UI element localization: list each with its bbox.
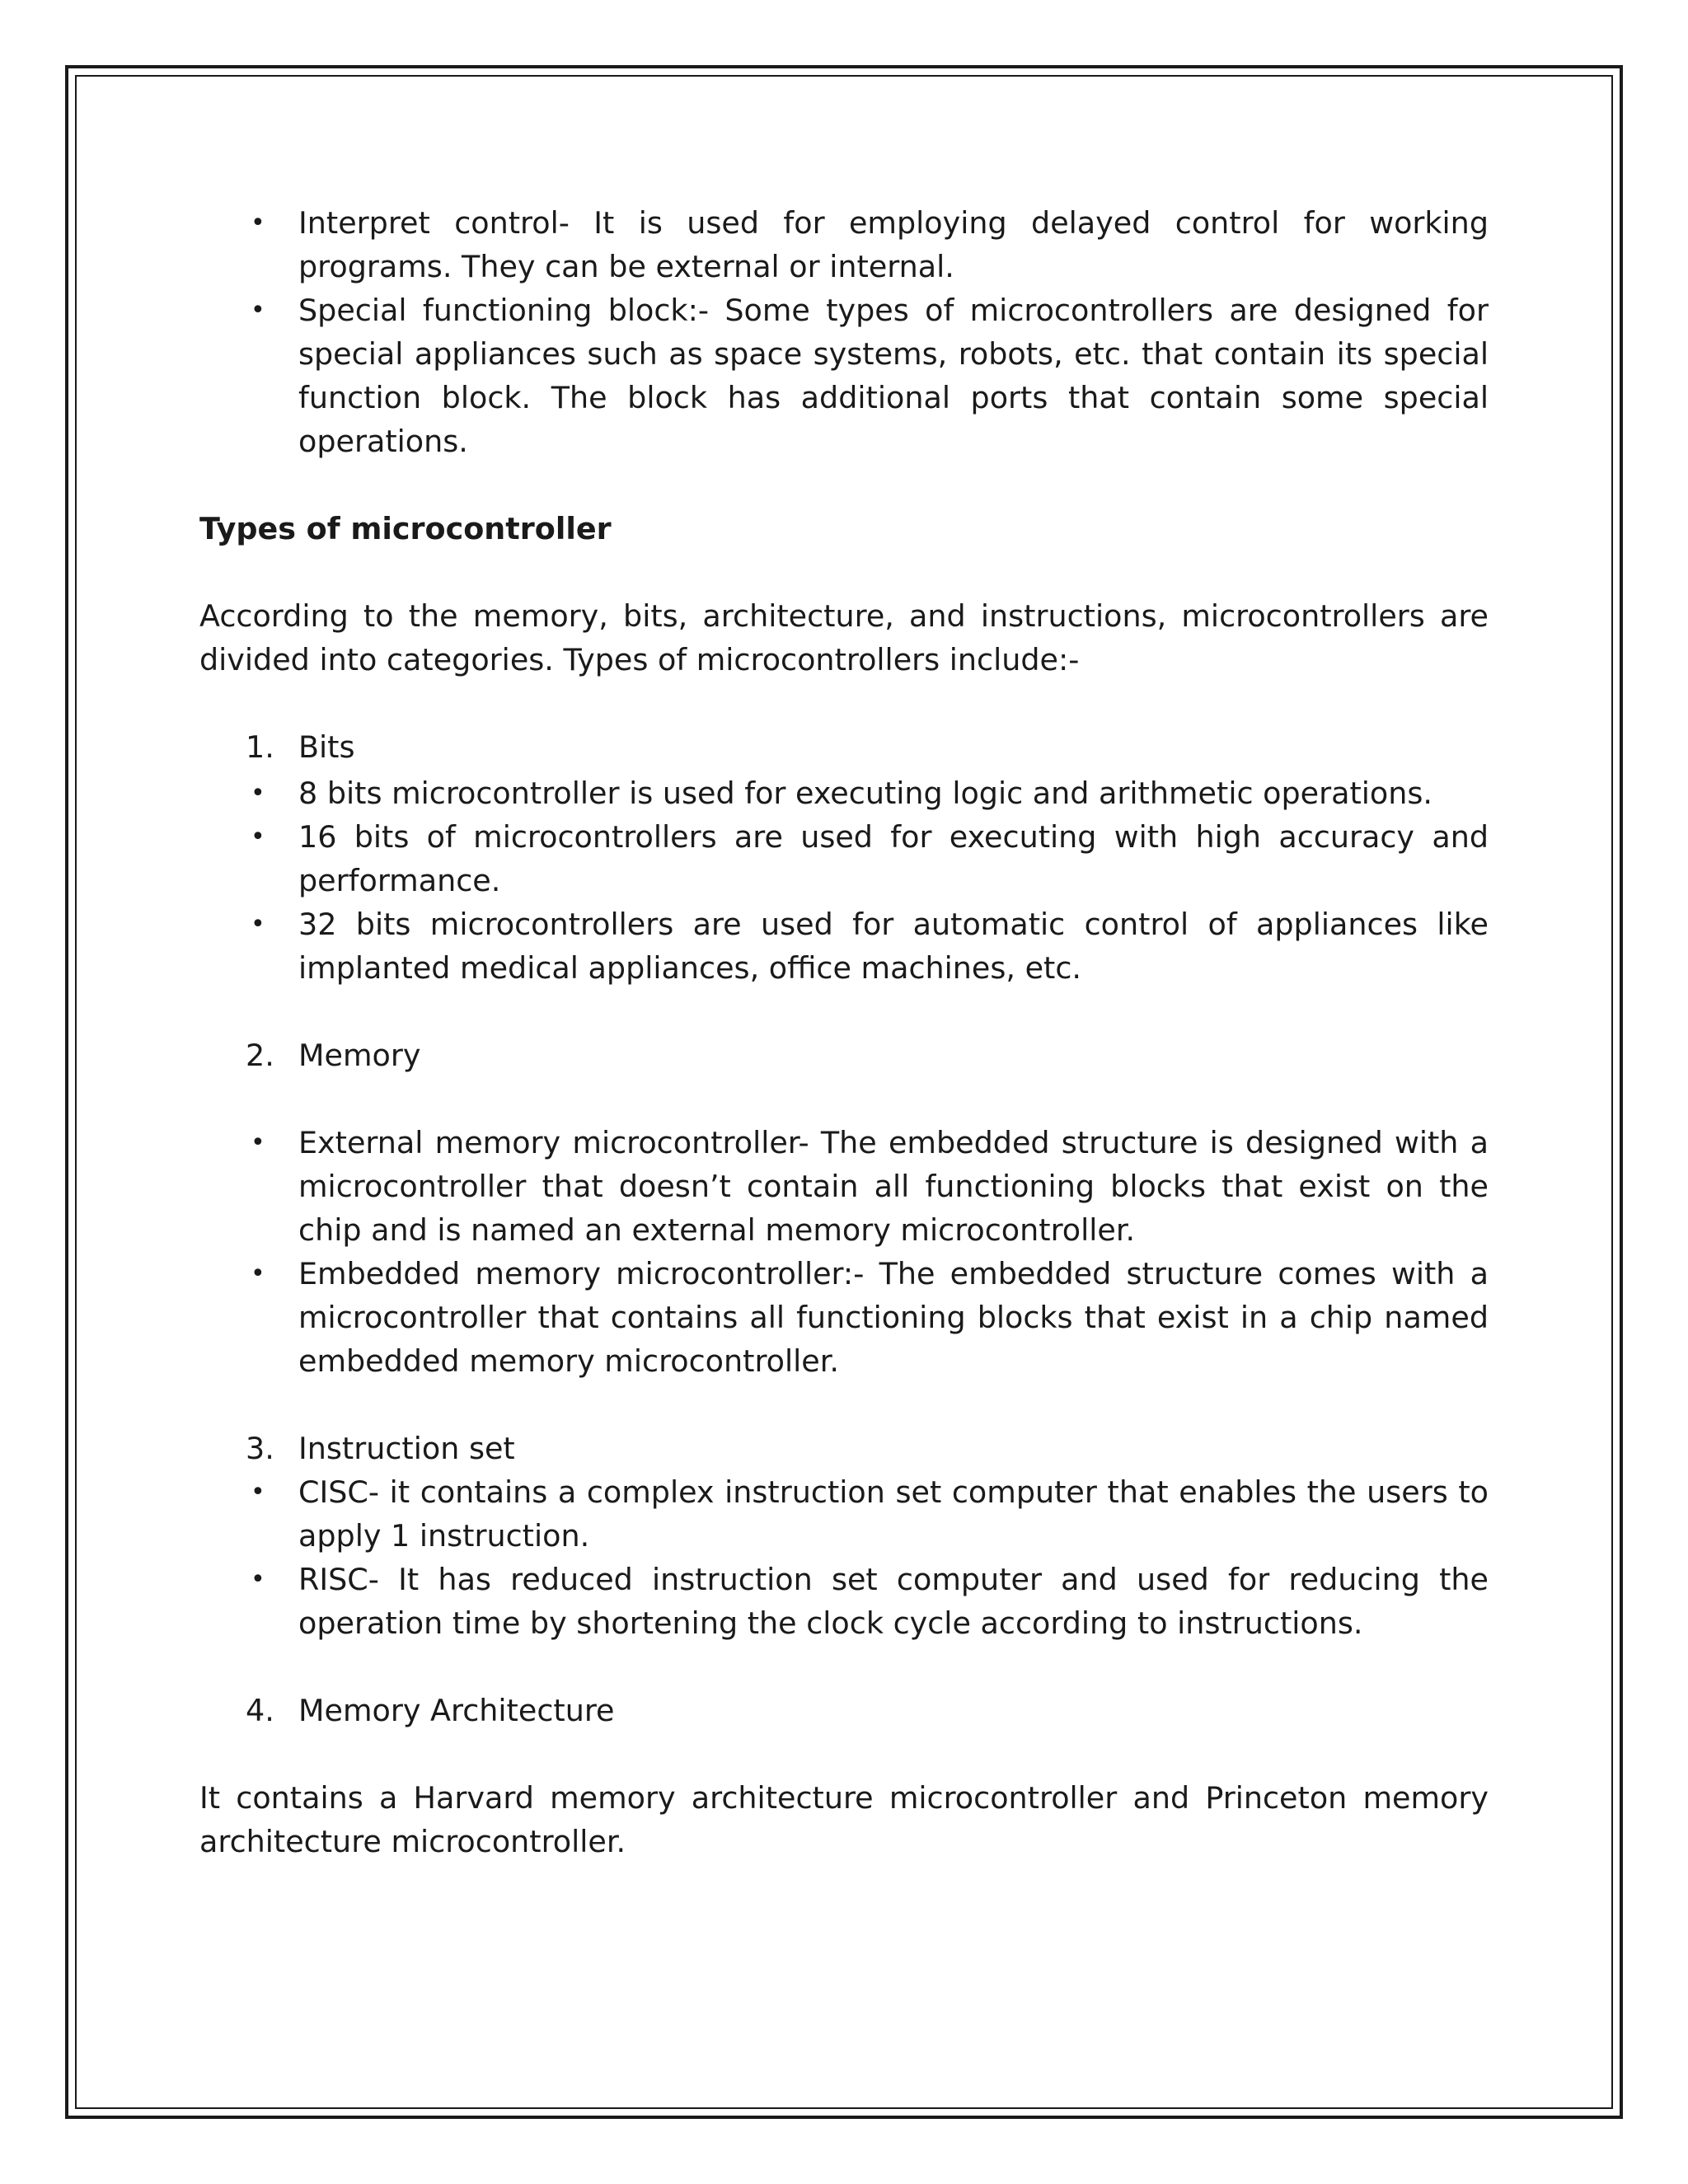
numbered-heading-text: Instruction set <box>298 1431 515 1466</box>
list-item-text: 16 bits of microcontrollers are used for executing with high accuracy and performance. <box>298 819 1489 898</box>
list-item <box>199 1558 1489 1645</box>
list-item-text: Embedded memory microcontroller:- The embedded structure comes with a microcontroller that contains all functioning blocks that exist in a chip named embedded memory microcontroller. <box>298 1256 1489 1379</box>
bullet-icon: • <box>251 823 265 851</box>
list-item <box>199 1252 1489 1383</box>
section-heading: Types of microcontroller <box>199 511 612 546</box>
numbered-heading-text: Memory Architecture <box>298 1693 615 1728</box>
list-number: 4. <box>246 1693 274 1728</box>
numbered-heading <box>199 1689 1489 1732</box>
numbered-heading <box>199 725 1489 769</box>
list-item <box>199 1121 1489 1252</box>
closing-paragraph: It contains a Harvard memory architecture microcontroller and Princeton memory architecture microcontroller. <box>199 1780 1489 1859</box>
numbered-heading <box>199 1033 1489 1077</box>
bullet-icon: • <box>251 296 265 325</box>
list-number: 3. <box>246 1431 274 1466</box>
bullet-icon: • <box>251 1128 265 1157</box>
intro-paragraph: According to the memory, bits, architecture, and instructions, microcontrollers are divided into categories. Types of microcontrollers include:- <box>199 598 1489 677</box>
list-number: 2. <box>246 1038 274 1073</box>
numbered-heading-text: Bits <box>298 729 355 765</box>
list-item <box>199 815 1489 902</box>
numbered-heading-text: Memory <box>298 1038 421 1073</box>
document-body <box>199 201 1489 1863</box>
list-item <box>199 201 1489 288</box>
bullet-icon: • <box>251 779 265 808</box>
list-item <box>199 1470 1489 1558</box>
list-number: 1. <box>246 729 274 765</box>
list-item-text: 8 bits microcontroller is used for executing logic and arithmetic operations. <box>298 776 1433 811</box>
numbered-heading <box>199 1427 1489 1470</box>
list-item-text: RISC- It has reduced instruction set computer and used for reducing the operation time by shortening the clock cycle according to instructions. <box>298 1562 1489 1641</box>
list-item <box>199 771 1489 815</box>
list-item-text: External memory microcontroller- The embedded structure is designed with a microcontroller that doesn’t contain all functioning blocks that exist on the chip and is named an external memory microcontroller. <box>298 1125 1489 1248</box>
bullet-icon: • <box>251 1478 265 1507</box>
list-item-text: 32 bits microcontrollers are used for automatic control of appliances like implanted medical appliances, office machines, etc. <box>298 907 1489 986</box>
list-item-text: Special functioning block:- Some types of microcontrollers are designed for special appliances such as space systems, robots, etc. that contain its special function block. The block has additional ports that contain some special operations. <box>298 293 1489 459</box>
list-item <box>199 902 1489 990</box>
bullet-icon: • <box>251 910 265 939</box>
bullet-icon: • <box>251 1259 265 1288</box>
list-item-text: Interpret control- It is used for employing delayed control for working programs. They can be external or internal. <box>298 205 1489 284</box>
bullet-icon: • <box>251 209 265 237</box>
bullet-icon: • <box>251 1565 265 1594</box>
list-item-text: CISC- it contains a complex instruction set computer that enables the users to apply 1 instruction. <box>298 1474 1489 1554</box>
list-item <box>199 288 1489 463</box>
